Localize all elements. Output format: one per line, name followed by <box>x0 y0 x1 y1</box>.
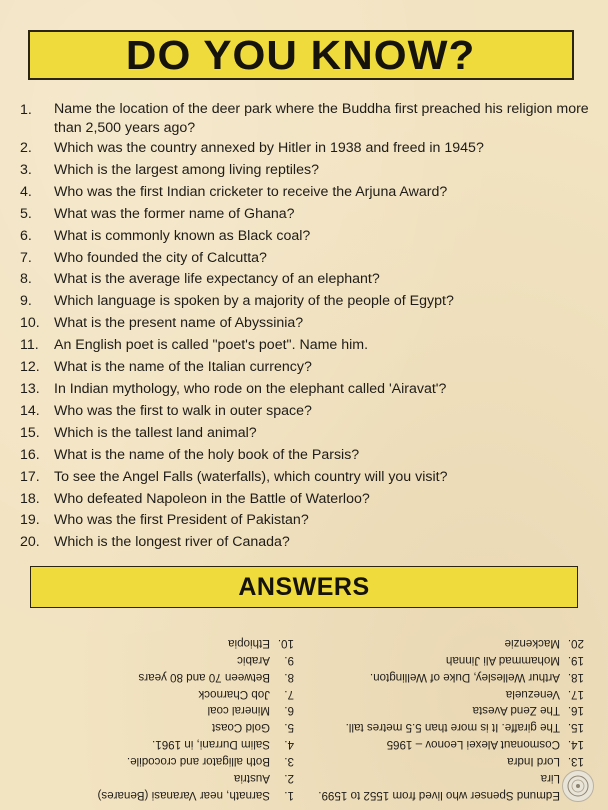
answer-text: Both alligator and crocodile. <box>126 755 270 769</box>
answer-number: 1. <box>284 789 294 802</box>
question-text: Which is the largest among living reptiles? <box>54 161 319 178</box>
question-list <box>20 100 590 554</box>
question-number: 15. <box>20 424 40 441</box>
answer-number: 9. <box>284 653 294 667</box>
question-number: 18. <box>20 490 40 507</box>
answer-text: Venezuela <box>505 687 560 701</box>
question-number: 12. <box>20 359 40 376</box>
answer-text: Mineral coal <box>207 704 270 718</box>
question-item <box>20 357 590 379</box>
answer-item <box>309 702 584 719</box>
answer-number: 14. <box>567 738 584 752</box>
question-number: 4. <box>20 183 32 200</box>
answer-item <box>309 634 584 651</box>
answer-item <box>309 718 584 735</box>
question-text: What is the average life expectancy of an elephant? <box>54 271 380 288</box>
answer-text: Mackenzie <box>504 636 560 650</box>
question-item <box>20 467 590 489</box>
answer-text: The Zend Avesta <box>472 704 560 718</box>
question-number: 3. <box>20 161 32 178</box>
question-item <box>20 248 590 270</box>
question-number: 10. <box>20 315 40 332</box>
answer-item <box>24 752 294 769</box>
answer-item <box>24 769 294 786</box>
answer-item <box>24 651 294 668</box>
question-text: Who was the first to walk in outer space? <box>54 402 312 419</box>
answer-text: Mohammad Ali Jinnah <box>445 653 560 667</box>
question-number: 20. <box>20 534 40 551</box>
answer-number: 5. <box>284 721 294 735</box>
answer-number: 18. <box>567 670 584 684</box>
answer-number: 16. <box>567 704 584 718</box>
answers-upside-down <box>24 615 584 803</box>
answer-text: Lira <box>540 772 560 786</box>
question-number: 7. <box>20 249 32 266</box>
answer-text: Lord Indra <box>507 755 560 769</box>
question-text: Which is the longest river of Canada? <box>54 534 290 551</box>
answers-banner <box>30 566 578 608</box>
question-text: What is the present name of Abyssinia? <box>54 315 304 332</box>
question-text: What is the name of the holy book of the Parsis? <box>54 446 360 463</box>
answer-text: Arabic <box>237 653 270 667</box>
answer-item <box>24 634 294 651</box>
answer-item <box>309 668 584 685</box>
answer-text: Salim Durrani, in 1961. <box>152 738 270 752</box>
question-item <box>20 160 590 182</box>
question-text: An English poet is called "poet's poet". Name him. <box>54 337 369 354</box>
answer-number: 3. <box>284 755 294 769</box>
question-number: 9. <box>20 293 32 310</box>
question-number: 5. <box>20 205 32 222</box>
answer-item <box>24 735 294 752</box>
answer-number: 6. <box>284 704 294 718</box>
question-text: In Indian mythology, who rode on the elephant called 'Airavat'? <box>54 380 447 397</box>
question-item <box>20 423 590 445</box>
question-text: Who was the first President of Pakistan? <box>54 512 309 529</box>
answer-number: 20. <box>567 636 584 650</box>
answer-item <box>24 718 294 735</box>
answer-number: 15. <box>567 721 584 735</box>
question-text: Who defeated Napoleon in the Battle of Waterloo? <box>54 490 370 507</box>
answer-number: 19. <box>567 653 584 667</box>
answer-item <box>24 786 294 803</box>
answer-text: Gold Coast <box>212 721 270 735</box>
question-item <box>20 226 590 248</box>
answer-number: 2. <box>284 772 294 786</box>
page-title: DO YOU KNOW? <box>126 31 476 78</box>
question-item <box>20 379 590 401</box>
title-banner <box>28 30 574 80</box>
answer-number: 17. <box>567 687 584 701</box>
question-text: Which was the country annexed by Hitler in 1938 and freed in 1945? <box>54 140 484 156</box>
question-item <box>20 401 590 423</box>
question-item <box>20 204 590 226</box>
question-number: 2. <box>20 140 32 156</box>
answer-item <box>24 668 294 685</box>
answer-text: Austria <box>233 772 270 786</box>
answer-number: 8. <box>284 670 294 684</box>
answer-text: Cosmonaut Alexei Leonov – 1965 <box>386 738 560 752</box>
library-stamp-icon <box>562 770 594 802</box>
answer-item <box>309 685 584 702</box>
answer-item <box>309 786 584 803</box>
answer-number: 4. <box>284 738 294 752</box>
question-item <box>20 100 590 138</box>
question-number: 14. <box>20 402 40 419</box>
question-text: What was the former name of Ghana? <box>54 205 295 222</box>
answer-item <box>24 685 294 702</box>
answer-text: Between 70 and 80 years <box>138 670 270 684</box>
answer-text: Job Charnock <box>198 687 270 701</box>
question-number: 6. <box>20 227 32 244</box>
answer-item <box>24 702 294 719</box>
answer-text: Ethiopia <box>228 636 270 650</box>
answers-title: ANSWERS <box>238 572 370 601</box>
question-item <box>20 489 590 511</box>
question-item <box>20 445 590 467</box>
question-text: Who founded the city of Calcutta? <box>54 249 267 266</box>
question-text: What is the name of the Italian currency? <box>54 359 312 376</box>
answer-text: Edmund Spenser who lived from 1552 to 1599. <box>318 789 560 802</box>
answer-number: 13. <box>567 755 584 769</box>
answer-number: 7. <box>284 687 294 701</box>
question-number: 11. <box>20 337 39 354</box>
question-text: Which is the tallest land animal? <box>54 424 257 441</box>
question-text: What is commonly known as Black coal? <box>54 227 311 244</box>
answer-item <box>309 651 584 668</box>
question-item <box>20 335 590 357</box>
question-number: 19. <box>20 512 40 529</box>
answer-item <box>309 735 584 752</box>
question-number: 13. <box>20 380 40 397</box>
answer-text: Sarnath, near Varanasi (Benares) <box>97 789 270 802</box>
question-item <box>20 313 590 335</box>
answer-text: Arthur Wellesley, Duke of Wellington. <box>369 670 560 684</box>
question-number: 1. <box>20 102 32 118</box>
question-item <box>20 182 590 204</box>
question-item <box>20 532 590 554</box>
answer-item <box>309 752 584 769</box>
question-number: 8. <box>20 271 32 288</box>
answers-column-right <box>24 615 294 803</box>
question-item <box>20 138 590 160</box>
question-item <box>20 510 590 532</box>
question-text: To see the Angel Falls (waterfalls), which country will you visit? <box>54 468 448 485</box>
question-text: Which language is spoken by a majority of the people of Egypt? <box>54 293 454 310</box>
question-text: Who was the first Indian cricketer to receive the Arjuna Award? <box>54 183 448 200</box>
answer-item <box>309 769 584 786</box>
question-item <box>20 269 590 291</box>
answers-column-left <box>309 615 584 803</box>
question-number: 16. <box>20 446 40 463</box>
answer-text: The giraffe. It is more than 5.5 metres tall. <box>345 721 560 735</box>
question-text: Name the location of the deer park where the Buddha first preached his religion more than 2,500 years ago? <box>54 101 589 136</box>
question-item <box>20 291 590 313</box>
question-number: 17. <box>20 468 40 485</box>
answer-number: 10. <box>277 636 294 650</box>
